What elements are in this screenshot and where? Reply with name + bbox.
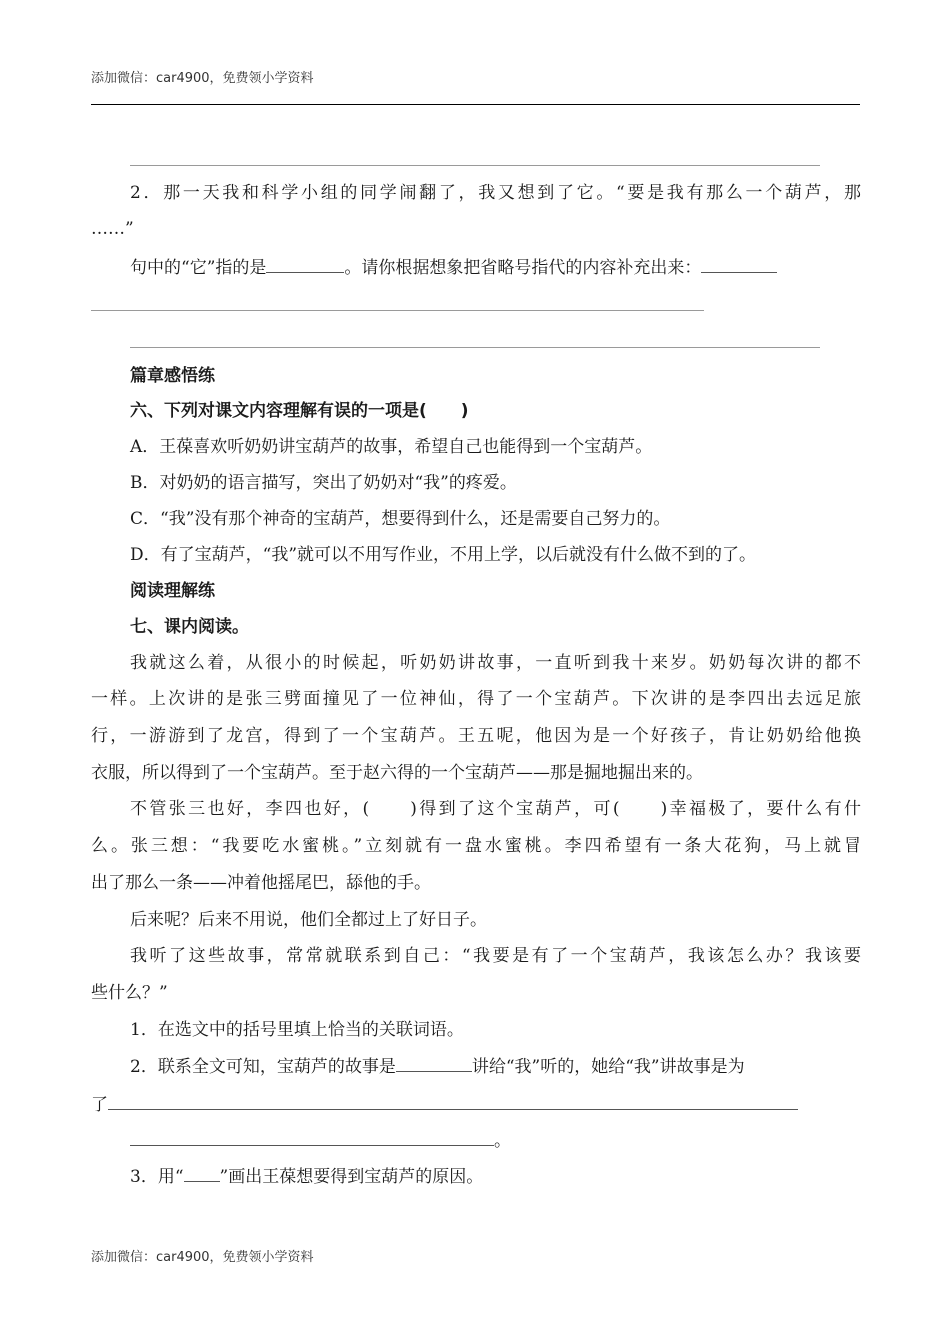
q2-line-3-prefix: 句中的“它”指的是 <box>130 258 267 278</box>
answer-blank-line[interactable] <box>130 165 820 166</box>
passage-line: 些什么？” <box>91 983 168 1003</box>
q6-option-b[interactable]: B．对奶奶的语言描写，突出了奶奶对“我”的疼爱。 <box>130 473 517 493</box>
header-divider <box>91 104 860 105</box>
q2-line-3-suffix: 。请你根据想象把省略号指代的内容补充出来： <box>344 258 702 278</box>
q2-line-2: ……” <box>91 219 134 239</box>
passage-line: 后来呢？后来不用说，他们全都过上了好日子。 <box>130 910 487 930</box>
q2-line-3 <box>130 256 861 279</box>
passage-line: 衣服，所以得到了一个宝葫芦。至于赵六得的一个宝葫芦——那是掘地掘出来的。 <box>91 763 703 783</box>
q7-sub-2-end-mark: 。 <box>494 1131 511 1151</box>
passage-line: 我听了这些故事，常常就联系到自己：“我要是有了一个宝葫芦，我该怎么办？我该要 <box>130 946 861 966</box>
q7-sub-2-line-2 <box>91 1093 861 1116</box>
q6-option-c[interactable]: C．“我”没有那个神奇的宝葫芦，想要得到什么，还是需要自己努力的。 <box>130 509 671 529</box>
q2-answer-blank-ellipsis[interactable] <box>701 256 777 273</box>
q7-sub-2-prefix: 2．联系全文可知，宝葫芦的故事是 <box>130 1057 396 1077</box>
passage-line: 么。张三想：“我要吃水蜜桃。”立刻就有一盘水蜜桃。李四希望有一条大花狗，马上就冒 <box>91 836 861 856</box>
section-title-reading: 阅读理解练 <box>130 581 215 601</box>
q7-sub-3-underline-sample <box>184 1165 220 1182</box>
passage-line: 不管张三也好，李四也好，( )得到了这个宝葫芦，可( )幸福极了，要什么有什 <box>130 799 861 819</box>
q7-sub-2-line-3 <box>130 1129 861 1152</box>
q2-answer-blank-it[interactable] <box>266 256 344 273</box>
q2-answer-line-1[interactable] <box>91 310 704 311</box>
q6-title: 六、下列对课文内容理解有误的一项是( ) <box>130 401 469 421</box>
q7-title: 七、课内阅读。 <box>130 617 249 637</box>
footer-watermark-note: 添加微信：car4900，免费领小学资料 <box>91 1250 314 1265</box>
passage-line: 一样。上次讲的是张三劈面撞见了一位神仙，得了一个宝葫芦。下次讲的是李四出去远足旅 <box>91 689 861 709</box>
q7-sub-3-suffix: ”画出王葆想要得到宝葫芦的原因。 <box>219 1167 484 1187</box>
q2-line-1: 2．那一天我和科学小组的同学闹翻了，我又想到了它。“要是我有那么一个葫芦，那 <box>130 183 861 203</box>
q7-sub-2-answer-blank-purpose-cont[interactable] <box>130 1129 494 1146</box>
q7-sub-3 <box>130 1165 861 1188</box>
passage-line: 出了那么一条——冲着他摇尾巴，舔他的手。 <box>91 873 431 893</box>
q7-sub-1: 1．在选文中的括号里填上恰当的关联词语。 <box>130 1020 464 1040</box>
section-title-chapter: 篇章感悟练 <box>130 366 215 386</box>
q7-sub-3-prefix: 3．用“ <box>130 1167 184 1187</box>
q7-sub-2 <box>130 1055 861 1078</box>
q7-sub-2-continuation: 了 <box>91 1095 108 1115</box>
passage-line: 行，一游游到了龙宫，得到了一个宝葫芦。王五呢，他因为是一个好孩子，肯让奶奶给他换 <box>91 726 861 746</box>
q6-option-a[interactable]: A．王葆喜欢听奶奶讲宝葫芦的故事，希望自己也能得到一个宝葫芦。 <box>130 437 653 457</box>
q6-option-d[interactable]: D．有了宝葫芦，“我”就可以不用写作业，不用上学，以后就没有什么做不到的了。 <box>130 545 757 565</box>
header-watermark-note: 添加微信：car4900，免费领小学资料 <box>91 71 314 86</box>
passage-line: 我就这么着，从很小的时候起，听奶奶讲故事，一直听到我十来岁。奶奶每次讲的都不 <box>130 653 861 673</box>
q7-sub-2-answer-blank-purpose[interactable] <box>108 1093 798 1110</box>
q2-answer-line-2[interactable] <box>130 347 820 348</box>
q7-sub-2-answer-blank-teller[interactable] <box>396 1055 472 1072</box>
q7-sub-2-suffix: 讲给“我”听的，她给“我”讲故事是为 <box>471 1057 745 1077</box>
